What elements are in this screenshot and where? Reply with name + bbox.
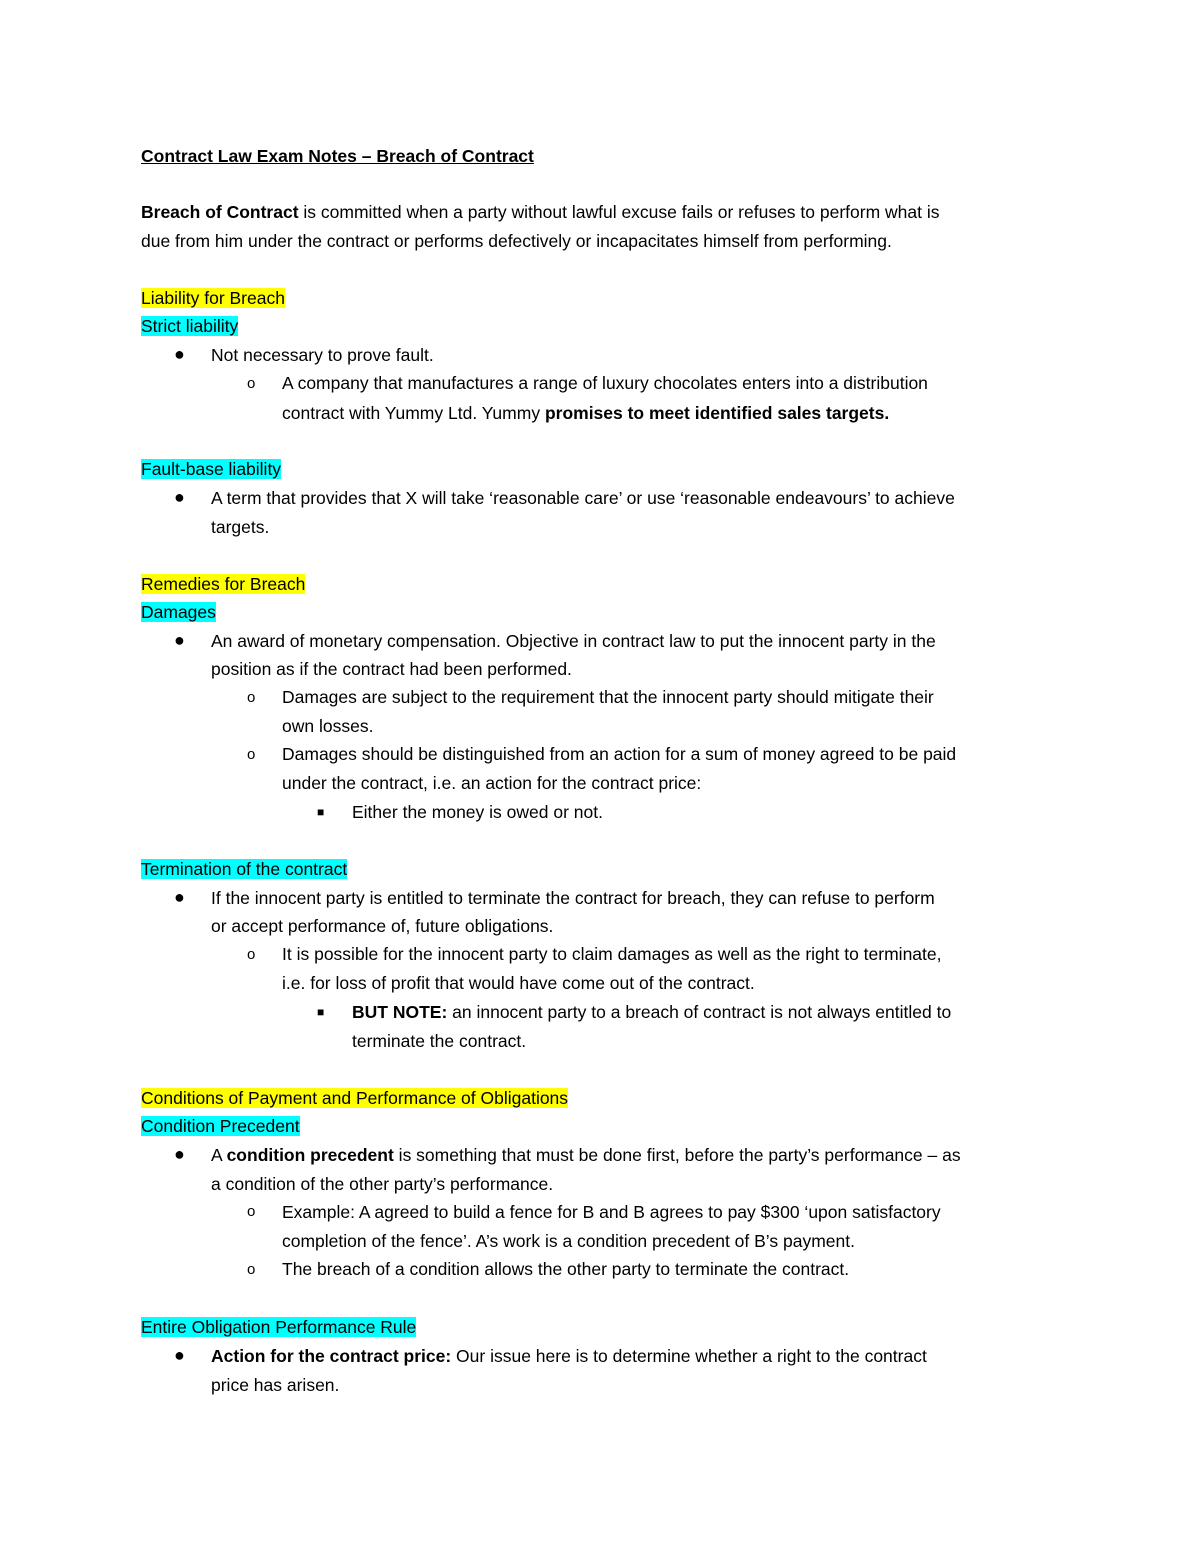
list-item-text: is something that must be done first, before the party’s performance – as <box>393 1145 961 1165</box>
list-item-continuation <box>352 1029 526 1053</box>
bullet-dot-icon: ● <box>174 344 185 364</box>
list-item-text: completion of the fence’. A’s work is a condition precedent of B’s payment. <box>282 1231 855 1251</box>
list-item <box>211 486 955 510</box>
list-item-continuation <box>211 1373 339 1397</box>
heading-text: Fault-base liability <box>141 459 282 479</box>
list-item-text: The breach of a condition allows the other party to terminate the contract. <box>282 1259 850 1279</box>
list-item <box>211 886 935 910</box>
list-item-continuation <box>282 714 373 738</box>
list-item <box>282 942 942 966</box>
list-item-text: an innocent party to a breach of contract is not always entitled to <box>447 1002 952 1022</box>
list-item-text: A term that provides that X will take ‘reasonable care’ or use ‘reasonable endeavours’ to achieve <box>211 488 955 508</box>
list-item-text: Example: A agreed to build a fence for B and B agrees to pay $300 ‘upon satisfactory <box>282 1202 941 1222</box>
emphasis-text: promises to meet identified sales targets. <box>544 403 890 423</box>
list-item-text: or accept performance of, future obligations. <box>211 916 554 936</box>
emphasis-text: condition precedent <box>226 1145 394 1165</box>
list-item-text: If the innocent party is entitled to terminate the contract for breach, they can refuse to perform <box>211 888 935 908</box>
bullet-circle-icon: o <box>247 1261 256 1278</box>
list-item-text: Damages should be distinguished from an action for a sum of money agreed to be paid <box>282 744 957 764</box>
heading-text: Liability for Breach <box>141 288 285 308</box>
list-item-text: Either the money is owed or not. <box>352 802 603 822</box>
list-item-text: Damages are subject to the requirement that the innocent party should mitigate their <box>282 687 934 707</box>
list-item <box>282 371 928 395</box>
intro-text: due from him under the contract or performs defectively or incapacitates himself from performing. <box>141 231 892 251</box>
list-item-text: contract with Yummy Ltd. Yummy <box>282 403 545 423</box>
list-item-text: Not necessary to prove fault. <box>211 345 434 365</box>
list-item-continuation <box>211 515 269 539</box>
bullet-circle-icon: o <box>247 746 256 763</box>
intro-text: is committed when a party without lawful excuse fails or refuses to perform what is <box>298 202 940 222</box>
heading-text: Strict liability <box>141 316 239 336</box>
bullet-dot-icon: ● <box>174 487 185 507</box>
list-item <box>211 1344 927 1368</box>
heading-text: Damages <box>141 602 216 622</box>
list-item-text: price has arisen. <box>211 1375 340 1395</box>
list-item <box>282 742 956 766</box>
list-item-continuation <box>282 971 755 995</box>
bullet-square-icon: ■ <box>317 805 325 819</box>
bullet-dot-icon: ● <box>174 630 185 650</box>
section-heading-remedies <box>141 572 305 596</box>
subheading-strict-liability <box>141 314 238 338</box>
list-item-text: A company that manufactures a range of luxury chocolates enters into a distribution <box>282 373 928 393</box>
list-item <box>211 1143 961 1167</box>
list-item-text: own losses. <box>282 716 374 736</box>
list-item <box>352 800 603 824</box>
list-item-text: i.e. for loss of profit that would have come out of the contract. <box>282 973 755 993</box>
list-item-text: a condition of the other party’s performance. <box>211 1174 554 1194</box>
list-item-text: under the contract, i.e. an action for the contract price: <box>282 773 702 793</box>
list-item-text: targets. <box>211 517 270 537</box>
heading-text: Condition Precedent <box>141 1116 300 1136</box>
subheading-damages <box>141 600 216 624</box>
list-item-text: It is possible for the innocent party to claim damages as well as the right to terminate, <box>282 944 942 964</box>
bullet-circle-icon: o <box>247 946 256 963</box>
list-item-text: Our issue here is to determine whether a right to the contract <box>451 1346 927 1366</box>
subheading-fault-liability <box>141 457 281 481</box>
list-item <box>282 685 934 709</box>
bullet-dot-icon: ● <box>174 1144 185 1164</box>
list-item-text: terminate the contract. <box>352 1031 527 1051</box>
list-item-text: An award of monetary compensation. Objective in contract law to put the innocent party in the <box>211 631 936 651</box>
bullet-square-icon: ■ <box>317 1005 325 1019</box>
subheading-condition-precedent <box>141 1114 300 1138</box>
heading-text: Remedies for Breach <box>141 574 306 594</box>
list-item <box>211 629 936 653</box>
list-item-continuation <box>282 1229 855 1253</box>
bullet-circle-icon: o <box>247 375 256 392</box>
bullet-dot-icon: ● <box>174 1345 185 1365</box>
document-title <box>141 144 534 168</box>
subheading-termination <box>141 857 347 881</box>
emphasis-text: Action for the contract price: <box>211 1346 452 1366</box>
intro-line-2 <box>141 229 892 253</box>
list-item-continuation <box>211 657 572 681</box>
heading-text: Entire Obligation Performance Rule <box>141 1317 417 1337</box>
section-heading-liability <box>141 286 285 310</box>
list-item-continuation <box>282 771 701 795</box>
list-item-continuation <box>211 1172 553 1196</box>
list-item-continuation <box>211 914 553 938</box>
bullet-circle-icon: o <box>247 1203 256 1220</box>
list-item-text: position as if the contract had been performed. <box>211 659 572 679</box>
list-item <box>282 1200 941 1224</box>
heading-text: Termination of the contract <box>141 859 348 879</box>
intro-line-1 <box>141 200 940 224</box>
title-text: Contract Law Exam Notes – Breach of Contract <box>141 146 534 166</box>
list-item <box>211 343 434 367</box>
intro-term: Breach of Contract <box>141 202 299 222</box>
subheading-entire-obligation <box>141 1315 416 1339</box>
bullet-dot-icon: ● <box>174 887 185 907</box>
list-item-text: A <box>211 1145 227 1165</box>
bullet-circle-icon: o <box>247 689 256 706</box>
section-heading-conditions <box>141 1086 568 1110</box>
list-item-continuation <box>282 401 889 425</box>
emphasis-text: BUT NOTE: <box>352 1002 448 1022</box>
heading-text: Conditions of Payment and Performance of Obligations <box>141 1088 569 1108</box>
list-item <box>282 1257 849 1281</box>
list-item <box>352 1000 951 1024</box>
